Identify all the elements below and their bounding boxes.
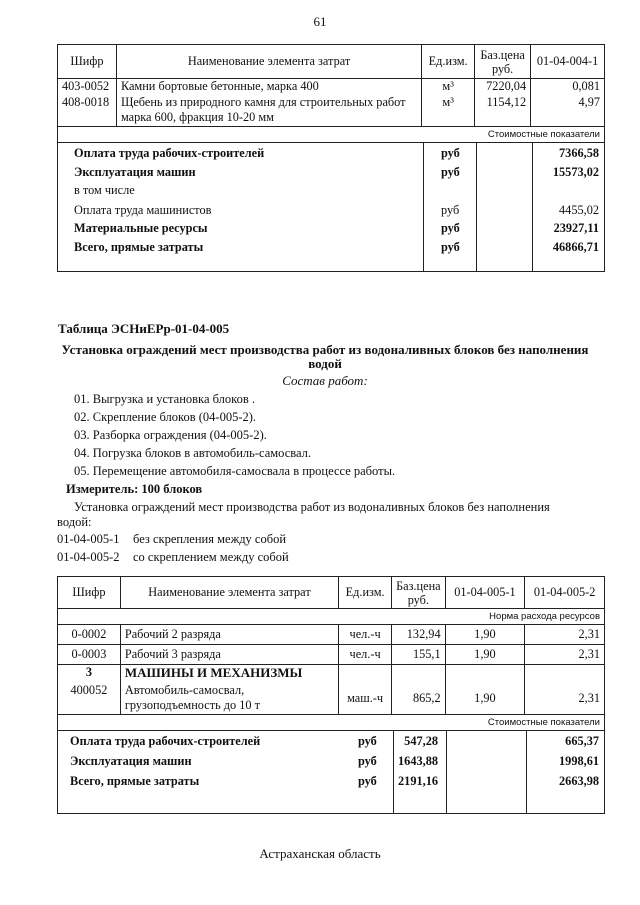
summary-unit: руб xyxy=(441,165,460,179)
row-value-1: 1,90 xyxy=(445,683,525,715)
row-unit: маш.-ч xyxy=(339,683,392,715)
description: Установка ограждений мест производства работ из водоналивных блоков без наполнения xyxy=(74,500,550,514)
table-row xyxy=(58,79,605,95)
row-name: Автомобиль-самосвал, грузоподъемность до 10 т xyxy=(120,683,338,715)
summary-unit: руб xyxy=(441,221,460,235)
work-step: 01. Выгрузка и установка блоков . xyxy=(74,392,255,406)
summary-name: Эксплуатация машин xyxy=(74,165,196,179)
summary-name: в том числе xyxy=(74,183,135,197)
section-heading: Установка ограждений мест производства работ из водоналивных блоков без наполнения xyxy=(61,342,589,357)
header-code: Шифр xyxy=(58,45,117,79)
table-row-group xyxy=(58,665,605,683)
header-col-1: 01-04-005-1 xyxy=(445,577,525,609)
table-row xyxy=(58,645,605,665)
norm-label: Норма расхода ресурсов xyxy=(58,609,605,625)
table-header-row xyxy=(58,577,605,609)
table-title: Таблица ЭСНиЕРр-01-04-005 xyxy=(58,321,230,336)
row-code: 403-0052 xyxy=(58,79,117,95)
summary-unit: руб xyxy=(358,774,377,788)
summary-name: Всего, прямые затраты xyxy=(70,774,200,788)
row-value: 4,97 xyxy=(531,95,605,127)
row-value: 0,081 xyxy=(531,79,605,95)
row-name: Рабочий 3 разряда xyxy=(120,645,338,665)
cost-table-2 xyxy=(57,576,605,814)
page-number: 61 xyxy=(313,14,327,29)
section-heading-cont: водой xyxy=(308,356,342,371)
summary-name: Оплата труда машинистов xyxy=(74,203,212,217)
row-value-2: 2,31 xyxy=(525,625,605,645)
summary-value: 4455,02 xyxy=(559,203,599,217)
summary-value: 7366,58 xyxy=(559,146,599,160)
header-col-2: 01-04-005-2 xyxy=(525,577,605,609)
summary-value-2: 2663,98 xyxy=(559,774,599,788)
header-col-1: 01-04-004-1 xyxy=(531,45,605,79)
summary-unit: руб xyxy=(358,734,377,748)
variant-text: со скреплением между собой xyxy=(133,550,289,564)
row-price: 132,94 xyxy=(392,625,446,645)
table-row xyxy=(58,625,605,645)
summary-value: 23927,11 xyxy=(553,221,599,235)
row-value-2: 2,31 xyxy=(525,645,605,665)
summary-value-1: 1643,88 xyxy=(398,754,438,768)
header-unit: Ед.изм. xyxy=(422,45,475,79)
composition-label: Состав работ: xyxy=(282,373,368,388)
row-unit: чел.-ч xyxy=(339,645,392,665)
description-cont: водой: xyxy=(57,515,92,529)
group-name: МАШИНЫ И МЕХАНИЗМЫ xyxy=(120,665,338,683)
row-price: 1154,12 xyxy=(475,95,531,127)
row-price: 865,2 xyxy=(392,683,446,715)
summary-value-1: 547,28 xyxy=(404,734,438,748)
row-code: 400052 xyxy=(58,683,121,715)
summary-unit: руб xyxy=(441,240,460,254)
meter-label: Измеритель: 100 блоков xyxy=(66,482,203,496)
row-value-1: 1,90 xyxy=(445,645,525,665)
table-row xyxy=(58,95,605,127)
variant-code: 01-04-005-1 xyxy=(57,532,120,546)
summary-value-2: 1998,61 xyxy=(559,754,599,768)
summary-value: 15573,02 xyxy=(552,165,599,179)
summary-name: Оплата труда рабочих-строителей xyxy=(74,146,265,160)
row-price: 7220,04 xyxy=(475,79,531,95)
row-name: Камни бортовые бетонные, марка 400 xyxy=(116,79,421,95)
section-label: Стоимостные показатели xyxy=(58,127,605,143)
row-unit: м³ xyxy=(422,95,475,127)
summary-unit: руб xyxy=(358,754,377,768)
work-step: 02. Скрепление блоков (04-005-2). xyxy=(74,410,257,424)
row-code: 408-0018 xyxy=(58,95,117,127)
summary-unit: руб xyxy=(441,203,460,217)
summary-value-1: 2191,16 xyxy=(398,774,438,788)
variant-code: 01-04-005-2 xyxy=(57,550,120,564)
group-code: 3 xyxy=(58,665,121,683)
header-price: Баз.цена руб. xyxy=(392,577,446,609)
header-name: Наименование элемента затрат xyxy=(116,45,421,79)
summary-name: Всего, прямые затраты xyxy=(74,240,204,254)
cost-table-1 xyxy=(57,44,605,272)
work-step: 04. Погрузка блоков в автомобиль-самосвал. xyxy=(74,446,312,460)
row-name: Рабочий 2 разряда xyxy=(120,625,338,645)
row-name: Щебень из природного камня для строительных работ марка 600, фракция 10-20 мм xyxy=(116,95,421,127)
row-code: 0-0002 xyxy=(58,625,121,645)
summary-name: Эксплуатация машин xyxy=(70,754,192,768)
header-unit: Ед.изм. xyxy=(339,577,392,609)
row-value-2: 2,31 xyxy=(525,683,605,715)
header-price: Баз.цена руб. xyxy=(475,45,531,79)
summary-name: Материальные ресурсы xyxy=(74,221,208,235)
row-unit: м³ xyxy=(422,79,475,95)
page-footer: Астраханская область xyxy=(259,846,381,861)
table-row xyxy=(58,683,605,715)
summary-name: Оплата труда рабочих-строителей xyxy=(70,734,261,748)
summary-value: 46866,71 xyxy=(552,240,599,254)
header-code: Шифр xyxy=(58,577,121,609)
row-code: 0-0003 xyxy=(58,645,121,665)
summary-value-2: 665,37 xyxy=(565,734,599,748)
row-value-1: 1,90 xyxy=(445,625,525,645)
table-header-row xyxy=(58,45,605,79)
section-label: Стоимостные показатели xyxy=(58,715,605,731)
row-unit: чел.-ч xyxy=(339,625,392,645)
header-name: Наименование элемента затрат xyxy=(120,577,338,609)
work-step: 03. Разборка ограждения (04-005-2). xyxy=(74,428,267,442)
variant-text: без скрепления между собой xyxy=(133,532,287,546)
summary-unit: руб xyxy=(441,146,460,160)
work-step: 05. Перемещение автомобиля-самосвала в процессе работы. xyxy=(74,464,396,478)
row-price: 155,1 xyxy=(392,645,446,665)
